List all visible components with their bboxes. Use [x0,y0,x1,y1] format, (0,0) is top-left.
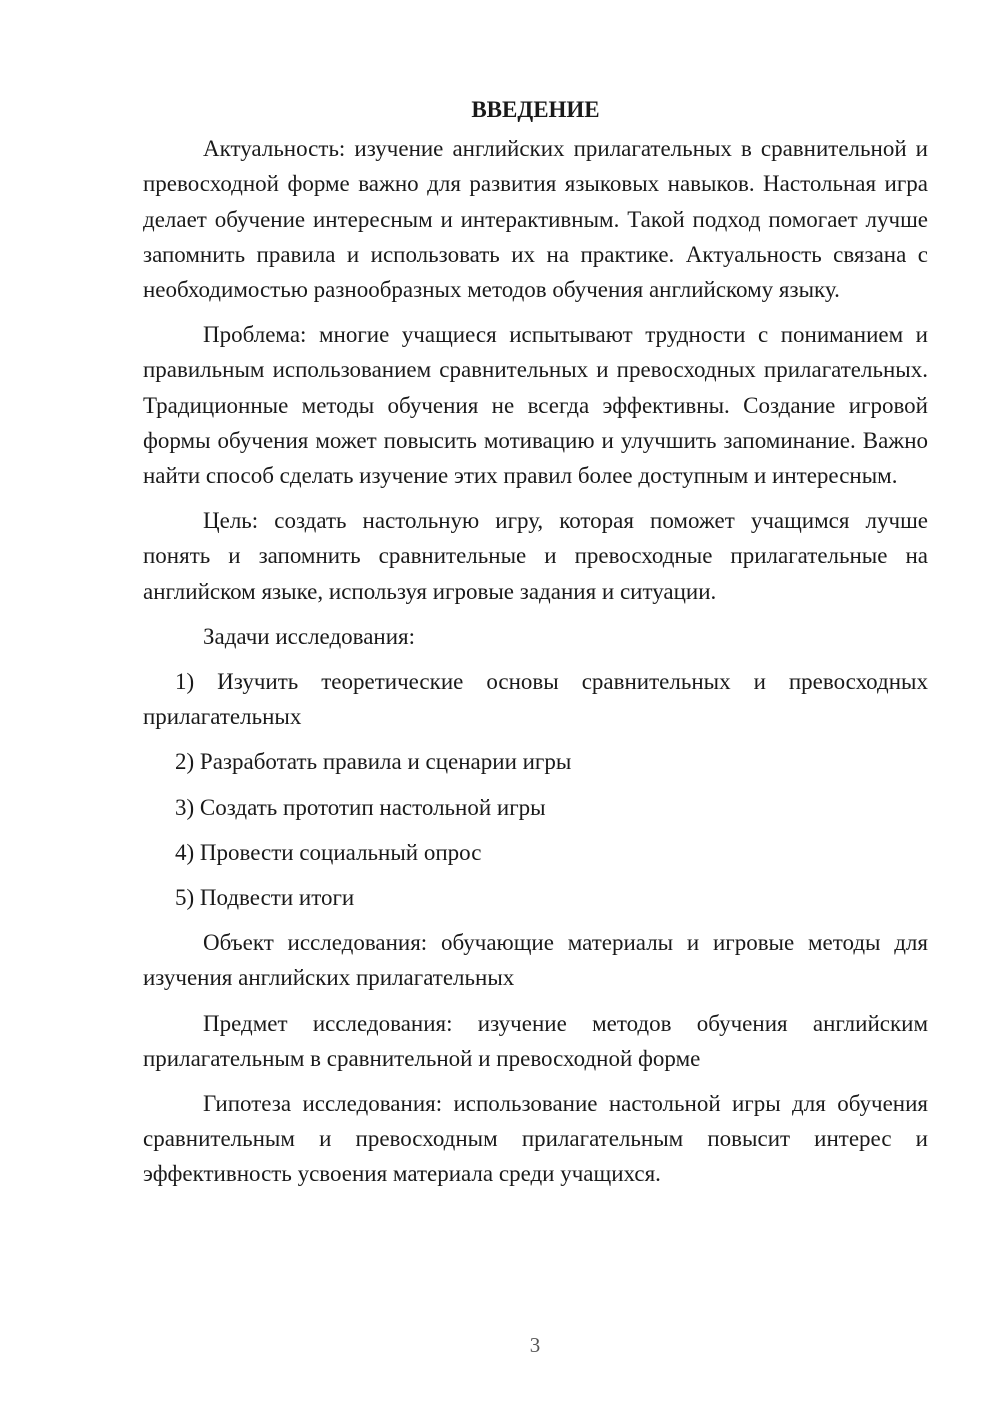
tasks-heading: Задачи исследования: [203,623,416,649]
document-page [143,92,928,1202]
goal-paragraph: Цель: создать настольную игру, которая поможет учащимся лучше понять и запомнить сравнительные и превосходные прилагательные на английском языке, используя игровые задания и ситуации. [143,508,928,604]
task-item: 3) Создать прототип настольной игры [175,794,546,820]
task-item: 2) Разработать правила и сценарии игры [175,749,572,775]
object-paragraph: Объект исследования: обучающие материалы и игровые методы для изучения английских прилагательных [143,930,928,991]
problem-paragraph: Проблема: многие учащиеся испытывают трудности с пониманием и правильным использованием сравнительных и превосходных прилагательных. Традиционные методы обучения не всегда эффективны. Создание игровой формы обучения может повысить мотивацию и улучшить запоминание. Важно найти способ сделать изучение этих правил более доступным и интересным. [143,322,928,489]
task-item: 4) Провести социальный опрос [175,839,482,865]
task-item: 5) Подвести итоги [175,885,355,911]
page-title: ВВЕДЕНИЕ [471,97,600,122]
task-item: 1) Изучить теоретические основы сравнительных и превосходных прилагательных [143,669,928,730]
relevance-paragraph: Актуальность: изучение английских прилагательных в сравнительной и превосходной форме важно для развития языковых навыков. Настольная игра делает обучение интересным и интерактивным. Такой подход помогает лучше запомнить правила и использовать их на практике. Актуальность связана с необходимостью разнообразных методов обучения английскому языку. [143,136,928,303]
page-number: 3 [529,1333,541,1357]
hypothesis-paragraph: Гипотеза исследования: использование настольной игры для обучения сравнительным и превосходным прилагательным повысит интерес и эффективность усвоения материала среди учащихся. [143,1091,928,1187]
subject-paragraph: Предмет исследования: изучение методов обучения английским прилагательным в сравнительной и превосходной форме [143,1010,928,1071]
